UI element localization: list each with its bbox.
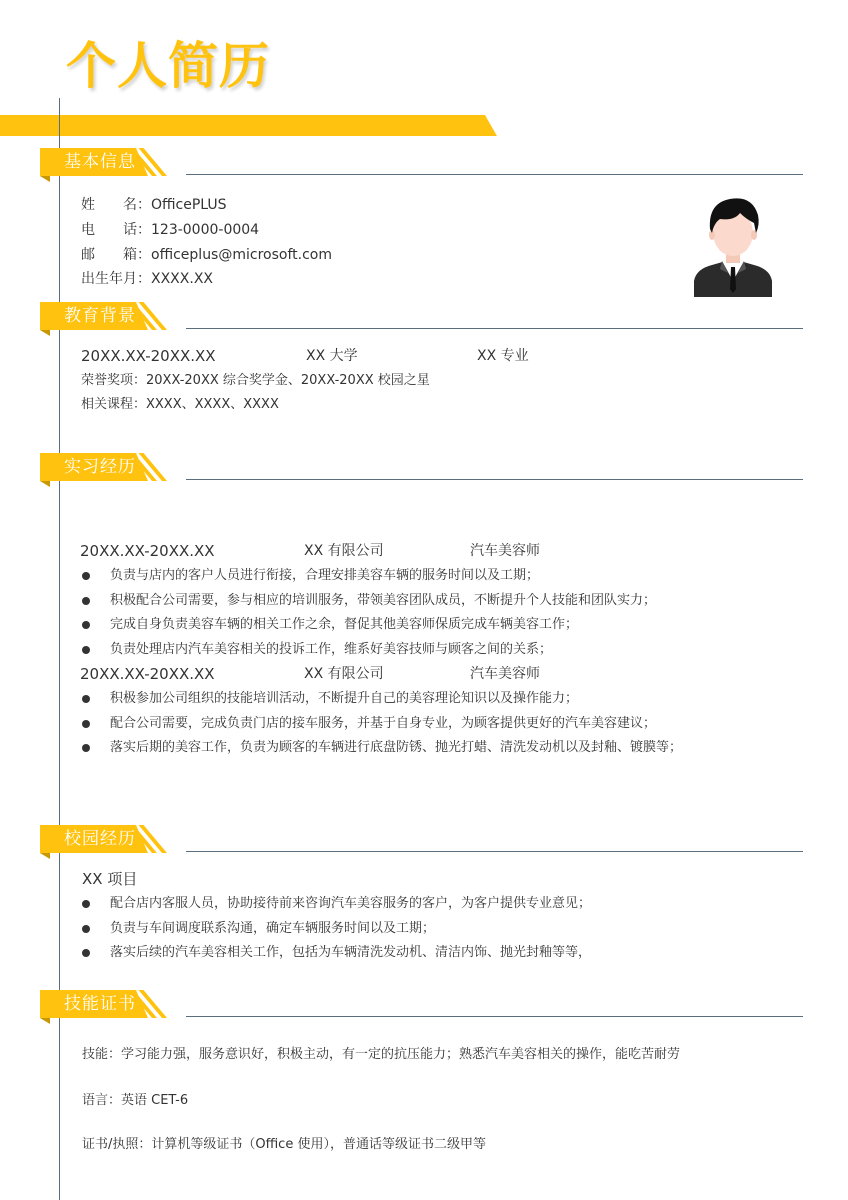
- list-item: [80, 615, 656, 640]
- internship-duties: [80, 566, 656, 664]
- list-item: [80, 943, 591, 968]
- section-tab-fold: [40, 481, 50, 487]
- campus-project: XX 项目: [82, 870, 138, 888]
- bullet-icon: [82, 646, 90, 654]
- section-rule: [186, 1016, 803, 1017]
- list-item-text: 落实后期的美容工作，负责为顾客的车辆进行底盘防锈、抛光打蜡、清洗发动机以及封釉、镀膜等；: [110, 740, 683, 755]
- section-header-campus: [40, 825, 803, 857]
- list-item-text: 负责处理店内汽车美容相关的投诉工作，维系好美容技师与顾客之间的关系；: [110, 641, 553, 657]
- internship-company: XX 有限公司: [304, 543, 384, 559]
- education-major: XX 专业: [477, 348, 529, 364]
- list-item: [80, 919, 591, 944]
- internship-company: XX 有限公司: [304, 666, 384, 682]
- section-tab-fold: [40, 330, 50, 336]
- list-item-text: 积极配合公司需要，参与相应的培训服务，带领美容团队成员，不断提升个人技能和团队实力；: [110, 592, 657, 608]
- resume-title: 个人简历: [66, 37, 270, 95]
- header-accent-bar: [0, 115, 497, 136]
- section-rule: [186, 851, 803, 852]
- education-school: XX 大学: [306, 348, 358, 364]
- list-item-text: 负责与店内的客户人员进行衔接，合理安排美容车辆的服务时间以及工期；: [110, 568, 540, 583]
- bullet-icon: [82, 925, 90, 933]
- section-header-skills: [40, 990, 803, 1022]
- list-item-text: 配合公司需要，完成负责门店的接车服务，并基于自身专业，为顾客提供更好的汽车美容建议；: [110, 715, 657, 731]
- list-item-text: 负责与车间调度联系沟通，确定车辆服务时间以及工期；: [110, 920, 436, 936]
- list-item: [80, 689, 682, 714]
- email-value: officeplus@microsoft.com: [151, 247, 332, 263]
- section-tab-fold: [40, 176, 50, 182]
- email-row: [81, 245, 332, 265]
- list-item-text: 配合店内客服人员，协助接待前来咨询汽车美容服务的客户，为客户提供专业意见；: [110, 896, 592, 911]
- section-header-internship: [40, 453, 803, 485]
- timeline-line: [59, 98, 60, 1200]
- internship-role: 汽车美容师: [470, 666, 540, 682]
- phone-label: 电 话：: [81, 222, 151, 238]
- bullet-icon: [82, 720, 90, 728]
- section-rule: [186, 328, 803, 329]
- bullet-icon: [82, 572, 90, 580]
- list-item: [80, 714, 682, 739]
- education-period: 20XX.XX-20XX.XX: [81, 347, 216, 365]
- section-title: 校园经历: [64, 829, 136, 849]
- name-label: 姓 名：: [81, 197, 151, 213]
- list-item: [80, 640, 656, 665]
- birth-row: [81, 269, 213, 289]
- section-header-education: [40, 302, 803, 334]
- section-title: 基本信息: [64, 152, 136, 172]
- bullet-icon: [82, 597, 90, 605]
- list-item: [80, 566, 656, 591]
- email-label: 邮 箱：: [81, 247, 151, 263]
- section-header-basic-info: [40, 148, 803, 180]
- language-text: 语言：英语 CET-6: [82, 1093, 189, 1108]
- bullet-icon: [82, 900, 90, 908]
- list-item-text: 落实后续的汽车美容相关工作，包括为车辆清洗发动机、清洁内饰、抛光封釉等等，: [110, 945, 592, 960]
- birth-value: XXXX.XX: [151, 271, 213, 287]
- list-item: [80, 591, 656, 616]
- campus-duties: [80, 894, 591, 968]
- internship-duties: [80, 689, 682, 763]
- list-item: [80, 894, 591, 919]
- internship-role: 汽车美容师: [470, 543, 540, 559]
- list-item-text: 完成自身负责美容车辆的相关工作之余，督促其他美容师保质完成车辆美容工作；: [110, 617, 579, 632]
- list-item-text: 积极参加公司组织的技能培训活动，不断提升自己的美容理论知识以及操作能力；: [110, 691, 579, 706]
- bullet-icon: [82, 621, 90, 629]
- section-tab-fold: [40, 853, 50, 859]
- section-rule: [186, 174, 803, 175]
- internship-period: 20XX.XX-20XX.XX: [80, 665, 215, 683]
- section-title: 技能证书: [64, 994, 136, 1014]
- phone-value: 123-0000-0004: [151, 222, 260, 238]
- bullet-icon: [82, 744, 90, 752]
- education-honors: 荣誉奖项：20XX-20XX 综合奖学金、20XX-20XX 校园之星: [81, 373, 430, 388]
- birth-label: 出生年月：: [81, 271, 151, 287]
- list-item: [80, 738, 682, 763]
- avatar-icon: [690, 189, 776, 297]
- bullet-icon: [82, 949, 90, 957]
- section-rule: [186, 479, 803, 480]
- name-value: OfficePLUS: [151, 197, 227, 213]
- internship-period: 20XX.XX-20XX.XX: [80, 542, 215, 560]
- phone-row: [81, 220, 259, 240]
- section-tab-fold: [40, 1018, 50, 1024]
- section-title: 教育背景: [64, 306, 136, 326]
- certificate-text: 证书/执照：计算机等级证书（Office 使用），普通话等级证书二级甲等: [82, 1137, 486, 1152]
- education-courses: 相关课程：XXXX、XXXX、XXXX: [81, 397, 279, 412]
- name-row: [81, 195, 227, 215]
- skills-text: 技能：学习能力强，服务意识好，积极主动，有一定的抗压能力；熟悉汽车美容相关的操作，能吃苦耐劳: [82, 1047, 681, 1062]
- section-title: 实习经历: [64, 457, 136, 477]
- bullet-icon: [82, 695, 90, 703]
